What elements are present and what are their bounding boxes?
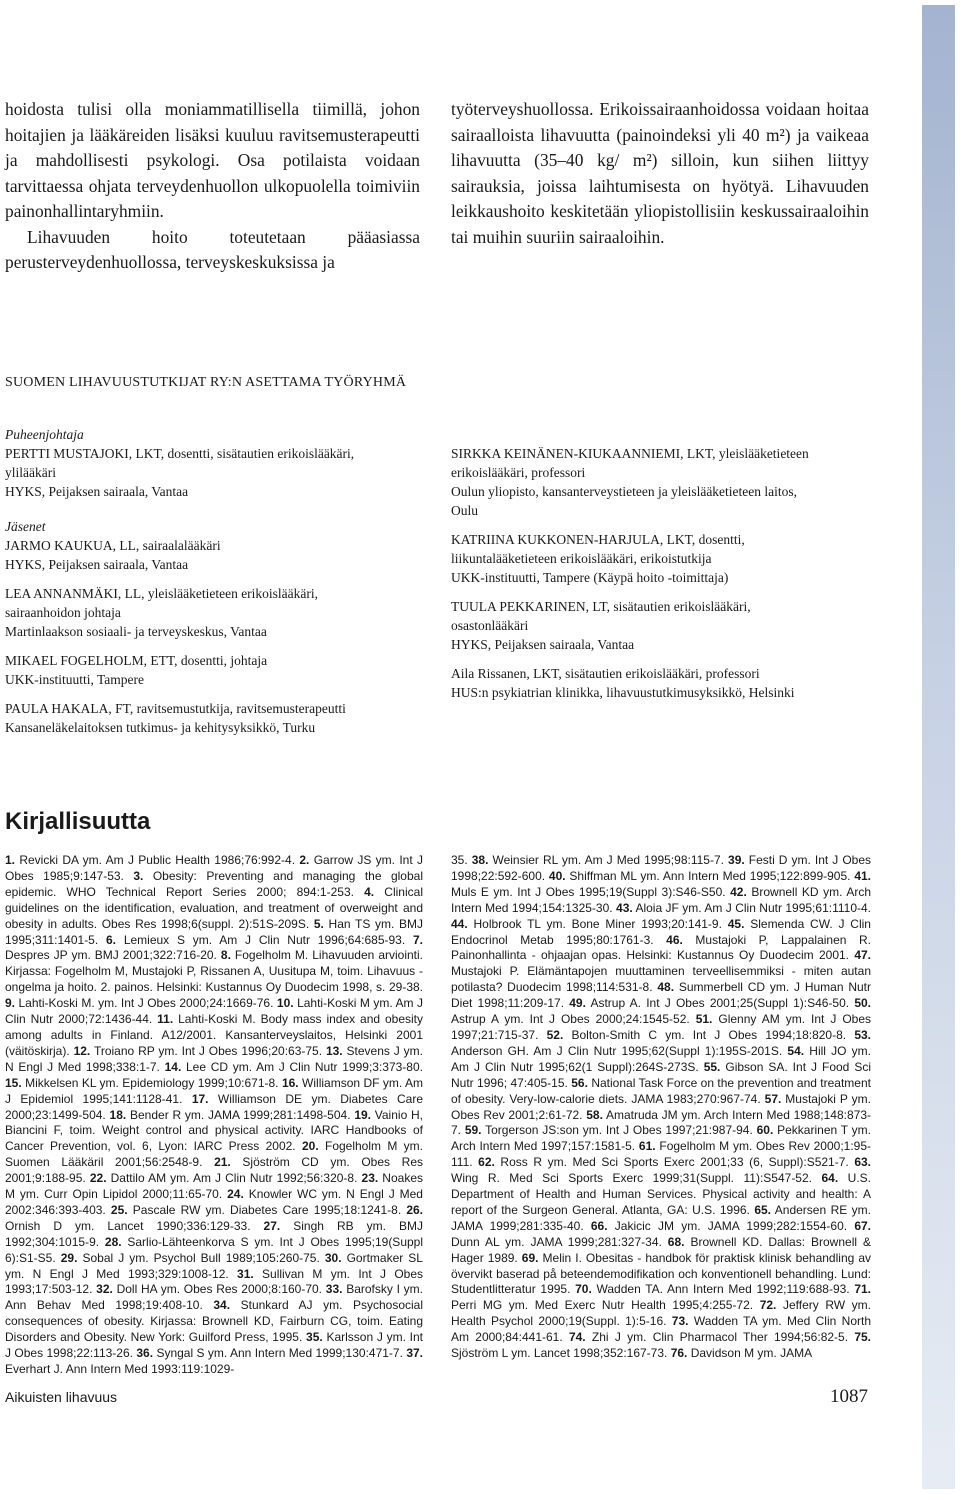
reference-entry [136, 1346, 406, 1360]
member-line: Oulu [451, 503, 478, 518]
reference-text: Fogelholm M. Lihavuuden arviointi. Kirjassa: Fogelholm M, Mustajoki P, Rissanen A, Uusitupa M, toim. Lihavuus - ongelma ja hoito. 2. painos. Helsinki: Kustannus Oy Duodecim 1998, s. 29-38. [5, 948, 423, 995]
reference-number: 23. [361, 1171, 379, 1186]
reference-number: 50. [854, 996, 871, 1011]
reference-text: Williamson DE ym. Diabetes Care 2000;23:1499-504. [5, 1091, 423, 1122]
reference-text: Noakes M ym. Curr Opin Lipidol 2000;11:65-70. [5, 1171, 423, 1202]
running-footer-title: Aikuisten lihavuus [5, 1389, 118, 1405]
member-line: erikoislääkäri, professori [451, 465, 586, 480]
reference-number: 44. [451, 916, 468, 931]
references-heading: Kirjallisuutta [5, 808, 151, 835]
reference-text: Pekkarinen T ym. Arch Intern Med 1997;157:1581-5. [451, 1123, 872, 1154]
reference-text: Mustajoki P. Elämäntapojen muuttaminen terveellisemmiksi - miten autan potilasta? Duodecim 1998;114:531-8. [451, 964, 871, 995]
reference-number: 56. [571, 1075, 588, 1090]
reference-text: Andersen RE ym. JAMA 1999;281:335-40. [451, 1202, 871, 1233]
reference-number: 39. [728, 853, 745, 867]
reference-text: Zhi J ym. Clin Pharmacol Ther 1994;56:82-5. [585, 1330, 855, 1345]
reference-text: National Task Force on the prevention and treatment of obesity. Very-low-calorie diets. JAMA 1983;270:967-74. [451, 1075, 871, 1106]
reference-number: 45. [727, 916, 745, 931]
reference-text: Perri MG ym. Med Exerc Nutr Health 1995;4:255-72. [451, 1298, 760, 1313]
member-line: HYKS, Peijaksen sairaala, Vantaa [5, 484, 189, 499]
reference-entry [74, 1044, 326, 1058]
reference-text: Hill JO ym. Am J Clin Nutr 1995;62(1 Suppl):264S-273S. [451, 1043, 871, 1074]
reference-number: 55. [703, 1059, 721, 1074]
reference-text: Mikkelsen KL ym. Epidemiology 1999;10:671-8. [21, 1075, 282, 1090]
reference-number: 69. [521, 1250, 539, 1265]
reference-number: 52. [546, 1027, 564, 1042]
decorative-sidebar-bar [922, 5, 955, 1489]
reference-text: Amatruda JM ym. Arch Intern Med 1988;148:873-7. [451, 1107, 871, 1138]
reference-text: Jeffery RW ym. Health Psychol 2000;19(Suppl. 1):5-16. [451, 1298, 872, 1329]
member-line: HYKS, Peijaksen sairaala, Vantaa [5, 557, 189, 572]
reference-number: 70. [575, 1282, 592, 1297]
reference-number: 4. [364, 884, 375, 899]
reference-text: Holbrook TL ym. Bone Miner 1993;20:141-9. [467, 916, 728, 931]
reference-number: 24. [227, 1187, 244, 1202]
reference-text: Bender R ym. JAMA 1999;281:1498-504. [126, 1107, 355, 1122]
reference-text: Glenny AM ym. Int J Obes 1997;21:715-37. [451, 1012, 872, 1042]
reference-entry [549, 869, 854, 883]
reference-number: 11. [157, 1012, 174, 1027]
member-line: Oulun yliopisto, kansanterveystieteen ja yleislääketieteen laitos, [451, 484, 798, 499]
body-paragraph: työterveyshuollossa. Erikoissairaanhoidossa voidaan hoitaa sairaalloista lihavuutta (painoindeksi yli 40 m²) ja vaikeaa lihavuutta (35–40 kg/ m²) silloin, kun siihen liittyy sairauksia, joissa laihtumisesta on hyötyä. Lihavuuden leikkaushoito keskitetään yliopistollisiin keskussairaaloihin tai muihin suuriin sairaaloihin. [451, 99, 869, 247]
reference-text: 35. [451, 853, 472, 867]
reference-number: 49. [569, 996, 586, 1011]
reference-text: Melin I. Obesitas - handbok för praktisk klinisk behandling av övervikt baserad på beteendemodifikation och konventionell behandling. Lund: Studentlitteratur 1995. [451, 1250, 871, 1297]
reference-number: 5. [313, 916, 324, 931]
reference-number: 26. [406, 1202, 423, 1217]
committee-member [5, 651, 435, 689]
reference-number: 76. [670, 1346, 688, 1361]
reference-text: Fogelholm M ym. Suomen Lääkäril 2001;56:2548-9. [5, 1139, 423, 1170]
reference-text: Torgerson JS:son ym. Int J Obes 1997;21:987-94. [481, 1123, 757, 1138]
reference-text: Garrow JS ym. Int J Obes 1985;9:147-53. [5, 853, 423, 883]
committee-member [5, 699, 435, 737]
reference-entry [5, 853, 299, 867]
reference-number: 15. [5, 1075, 22, 1090]
reference-number: 57. [764, 1091, 782, 1106]
reference-number: 3. [133, 868, 144, 883]
reference-number: 75. [854, 1330, 871, 1345]
reference-number: 51. [695, 1012, 713, 1027]
reference-number: 60. [756, 1123, 774, 1138]
reference-number: 1. [5, 853, 16, 867]
reference-number: 16. [281, 1075, 299, 1090]
references-column-left [5, 853, 423, 1378]
reference-number: 34. [213, 1298, 231, 1313]
member-line: PAULA HAKALA, FT, ravitsemustutkija, ravitsemusterapeutti [5, 701, 346, 716]
reference-number: 40. [548, 868, 566, 883]
reference-number: 42. [730, 884, 747, 899]
reference-number: 43. [616, 900, 633, 915]
reference-text: Lahti-Koski M. Body mass index and obesity among adults in Finland. A12/2001. Kansanterveyslaitos, Helsinki 2001 (väitöskirja). [5, 1012, 423, 1058]
reference-text: Ornish D ym. Lancet 1990;336:129-33. [5, 1218, 264, 1233]
reference-entry [472, 853, 728, 867]
reference-text: Clinical guidelines on the identification, evaluation, and treatment of overweight and obesity in adults. Obes Res 1998;6(suppl. 2):51S-209S. [5, 884, 423, 931]
reference-entry [165, 1060, 423, 1074]
reference-text: Gortmaker SL ym. N Engl J Med 1993;329:1008-12. [5, 1250, 423, 1281]
reference-entry [61, 1251, 325, 1265]
reference-number: 18. [109, 1107, 127, 1122]
committee-member-chair [5, 444, 435, 501]
reference-text: Vainio H, Biancini F, toim. Weight control and physical activity. IARC Handbooks of Cancer Prevention, vol. 6, Lyon: IARC Press 2002. [5, 1107, 424, 1154]
reference-text: Fogelholm M ym. Obes Rev 2000;1:95-111. [451, 1139, 872, 1170]
reference-number: 8. [220, 948, 231, 963]
reference-text: Karlsson J ym. Int J Obes 1998;22:113-26. [5, 1330, 423, 1361]
reference-text: Stunkard AJ ym. Psychosocial consequences of obesity. Kirjassa: Brownell KD, Fairburn CG, toim. Eating Disorders and Obesity. New York: Guilford Press, 1995. [5, 1298, 423, 1345]
reference-number: 72. [759, 1298, 777, 1313]
reference-number: 46. [666, 932, 683, 947]
reference-text: Lee CD ym. Am J Clin Nutr 1999;3:373-80. [181, 1059, 423, 1074]
reference-text: Brownell KD. Dallas: Brownell & Hager 1989. [451, 1234, 871, 1265]
reference-number: 74. [568, 1330, 586, 1345]
reference-text: Dattilo AM ym. Am J Clin Nutr 1992;56:320-8. [106, 1171, 362, 1186]
reference-number: 13. [325, 1043, 343, 1058]
committee-heading: SUOMEN LIHAVUUSTUTKIJAT RY:N ASETTAMA TYÖRYHMÄ [5, 375, 407, 390]
reference-entry [478, 1155, 854, 1169]
reference-text: Pascale RW ym. Diabetes Care 1995;18:1241-8. [127, 1202, 407, 1217]
body-paragraph: Lihavuuden hoito toteutetaan pääasiassa perusterveydenhuollossa, terveyskeskuksissa ja [5, 226, 420, 272]
reference-text: Han TS ym. BMJ 1995;311:1401-5. [5, 916, 424, 947]
member-line: LEA ANNANMÄKI, LL, yleislääketieteen erikoislääkäri, [5, 586, 319, 601]
member-line: TUULA PEKKARINEN, LT, sisätautien erikoislääkäri, [451, 599, 751, 614]
reference-text: Davidson M ym. JAMA [687, 1346, 813, 1361]
reference-text: Brownell KD ym. Arch Intern Med 1994;154:1325-30. [451, 884, 872, 915]
reference-text: Shiffman ML ym. Ann Intern Med 1995;122:899-905. [565, 868, 855, 883]
reference-number: 66. [590, 1218, 608, 1233]
reference-number: 62. [478, 1155, 495, 1170]
reference-entry [547, 1028, 855, 1042]
reference-text: Mustajoki P ym. Obes Rev 2001;2:61-72. [451, 1091, 871, 1122]
member-line: Martinlaakson sosiaali- ja terveyskeskus, Vantaa [5, 624, 267, 639]
reference-text: Doll HA ym. Obes Res 2000;8:160-70. [112, 1282, 326, 1297]
committee-member [451, 664, 891, 702]
reference-number: 6. [106, 932, 117, 947]
reference-text: Wadden TA ym. Med Clin North Am 2000;84:441-61. [451, 1314, 871, 1345]
reference-text: Ross R ym. Med Sci Sports Exerc 2001;33 (6, Suppl):S521-7. [494, 1155, 855, 1170]
reference-number: 59. [464, 1123, 482, 1138]
reference-text: Barofsky I ym. Ann Behav Med 1998;19:408-10. [5, 1282, 424, 1313]
reference-number: 61. [638, 1139, 656, 1154]
reference-entry [90, 1171, 362, 1185]
reference-entry [111, 1203, 406, 1217]
reference-number: 38. [471, 853, 489, 867]
member-line: KATRIINA KUKKONEN-HARJULA, LKT, dosentti, [451, 532, 745, 547]
reference-number: 37. [406, 1346, 424, 1361]
reference-text: Anderson GH. Am J Clin Nutr 1995;62(Suppl 1):195S-201S. [451, 1043, 788, 1058]
reference-number: 53. [854, 1027, 871, 1042]
reference-text: Sjöström L ym. Lancet 1998;352:167-73. [451, 1346, 671, 1361]
reference-text: Sobal J ym. Psychol Bull 1989;105:260-75. [77, 1250, 325, 1265]
reference-entry [5, 1076, 282, 1090]
reference-number: 12. [73, 1043, 91, 1058]
reference-text: Stevens J ym. N Engl J Med 1998;338:1-7. [5, 1043, 423, 1074]
reference-entry [451, 917, 728, 931]
chair-role-label: Puheenjohtaja [5, 427, 84, 442]
reference-number: 29. [60, 1250, 78, 1265]
member-line: PERTTI MUSTAJOKI, LKT, dosentti, sisätautien erikoislääkäri, [5, 446, 355, 461]
member-line: JARMO KAUKUA, LL, sairaalalääkäri [5, 538, 221, 553]
reference-number: 31. [237, 1266, 254, 1281]
reference-text: Lemieux S ym. Am J Clin Nutr 1996;64:685-93. [116, 932, 413, 947]
reference-number: 22. [89, 1171, 107, 1186]
reference-text: Everhart J. Ann Intern Med 1993:119:1029- [5, 1362, 235, 1376]
member-line: ylilääkäri [5, 465, 56, 480]
reference-text: Syngal S ym. Ann Intern Med 1999;130:471-7. [153, 1346, 407, 1361]
reference-number: 36. [136, 1346, 154, 1361]
reference-number: 17. [191, 1091, 209, 1106]
reference-text: Bolton-Smith C ym. Int J Obes 1994;18:820-8. [563, 1027, 855, 1042]
reference-text: Mustajoki P, Lappalainen R. Painonhallinta - ohjaajan opas. Helsinki: Kustannus Oy Duodecim 2001. [451, 932, 871, 963]
reference-entry [96, 1282, 326, 1296]
reference-number: 14. [164, 1059, 182, 1074]
reference-number: 20. [301, 1139, 319, 1154]
reference-text: Lahti-Koski M ym. Am J Clin Nutr 2000;72:1436-44. [5, 996, 423, 1027]
reference-number: 21. [214, 1155, 231, 1170]
reference-text: Revicki DA ym. Am J Public Health 1986;76:992-4. [15, 853, 300, 867]
member-line: Kansaneläkelaitoksen tutkimus- ja kehitysyksikkö, Turku [5, 720, 316, 735]
reference-text: Slemenda CW. J Clin Endocrinol Metab 1995;80:1761-3. [451, 916, 871, 947]
body-column-right [451, 97, 869, 250]
reference-number: 64. [821, 1171, 839, 1186]
member-line: UKK-instituutti, Tampere [5, 672, 145, 687]
reference-number: 19. [354, 1107, 371, 1122]
reference-entry [569, 996, 854, 1010]
reference-text: Despres JP ym. BMJ 2001;322:716-20. [5, 948, 221, 963]
reference-number: 48. [657, 980, 675, 995]
reference-text: Williamson DF ym. Am J Epidemiol 1995;141:1128-41. [5, 1075, 423, 1106]
reference-text: Festi D ym. Int J Obes 1998;22:592-600. [451, 853, 872, 883]
members-role-label: Jäsenet [5, 519, 46, 534]
reference-number: 73. [671, 1314, 689, 1329]
member-line: Aila Rissanen, LKT, sisätautien erikoislääkäri, professori [451, 666, 760, 681]
reference-text: Sjöström CD ym. Obes Res 2001;9:188-95. [5, 1155, 423, 1186]
reference-number: 68. [667, 1234, 685, 1249]
body-paragraph: hoidosta tulisi olla moniammatillisella tiimillä, johon hoitajien ja lääkäreiden lisäksi kuuluu ravitsemusterapeutti ja mahdollisesti psykologi. Osa potilaista voidaan tarvittaessa ohjata terveydenhuollon ulkopuolella toimiviin painonhallintaryhmiin. [5, 99, 420, 221]
reference-entry [451, 853, 472, 867]
reference-number: 47. [854, 948, 871, 963]
committee-member [451, 597, 891, 654]
reference-number: 27. [263, 1218, 281, 1233]
reference-text: Troiano RP ym. Int J Obes 1996;20:63-75. [90, 1043, 326, 1058]
committee-member [451, 530, 891, 587]
reference-text: Gibson SA. Int J Food Sci Nutr 1996; 47:405-15. [451, 1059, 871, 1090]
member-line: sairaanhoidon johtaja [5, 605, 121, 620]
reference-entry [5, 996, 277, 1010]
reference-entry [575, 1282, 854, 1296]
member-line: HUS:n psykiatrian klinikka, lihavuustutkimusyksikkö, Helsinki [451, 685, 795, 700]
reference-number: 58. [586, 1107, 603, 1122]
member-line: liikuntalääketieteen erikoislääkäri, erikoistutkija [451, 551, 712, 566]
reference-entry [106, 933, 413, 947]
committee-member [451, 444, 891, 520]
reference-number: 54. [787, 1043, 805, 1058]
reference-text: Astrup A. Int J Obes 2001;25(Suppl 1):S46-50. [585, 996, 855, 1011]
member-line: osastonlääkäri [451, 618, 529, 633]
reference-text: Summerbell CD ym. J Human Nutr Diet 1998;11:209-17. [451, 980, 871, 1011]
reference-entry [616, 901, 871, 915]
reference-number: 28. [104, 1234, 122, 1249]
reference-text: U.S. Department of Health and Human Services. Physical activity and health: A report of the Surgeon General. Atlanta, GA: U.S. 1996. [451, 1171, 871, 1217]
reference-number: 71. [854, 1282, 872, 1297]
reference-text: Muls E ym. Int J Obes 1995;19(Suppl 3):S46-S50. [451, 884, 731, 899]
reference-number: 30. [324, 1250, 342, 1265]
reference-number: 67. [854, 1218, 872, 1233]
reference-number: 7. [412, 932, 423, 947]
reference-text: Sullivan M ym. Int J Obes 1993;17:503-12. [5, 1266, 423, 1297]
reference-text: Astrup A ym. Int J Obes 2000;24:1545-52. [451, 1012, 696, 1027]
reference-text: Wadden TA. Ann Intern Med 1992;119:688-93. [591, 1282, 855, 1297]
reference-number: 63. [854, 1155, 871, 1170]
reference-text: Sarlio-Lähteenkorva S ym. Int J Obes 1995;19(Suppl 6):S1-S5. [5, 1234, 424, 1265]
reference-entry [110, 1108, 355, 1122]
committee-column-left [5, 425, 435, 747]
reference-entry [591, 1219, 854, 1233]
reference-number: 35. [306, 1330, 323, 1345]
reference-text: Wing R. Med Sci Sports Exerc 1999;31(Suppl. 11):S547-52. [451, 1171, 822, 1186]
reference-number: 2. [299, 853, 310, 867]
reference-text: Lahti-Koski M. ym. Int J Obes 2000;24:1669-76. [15, 996, 277, 1011]
reference-text: Jakicic JM ym. JAMA 1999;282:1554-60. [607, 1218, 855, 1233]
reference-number: 65. [754, 1202, 772, 1217]
body-column-left [5, 97, 420, 276]
reference-number: 9. [5, 996, 16, 1011]
reference-number: 33. [325, 1282, 343, 1297]
reference-entry [465, 1123, 757, 1137]
reference-text: Dunn AL ym. JAMA 1999;281:327-34. [451, 1234, 668, 1249]
reference-text: Weinsier RL ym. Am J Med 1995;98:115-7. [488, 853, 729, 867]
reference-text: Obesity: Preventing and managing the global epidemic. WHO Technical Report Series 2000; 894:1-253. [5, 868, 423, 899]
references-column-right [451, 853, 871, 1362]
member-line: HYKS, Peijaksen sairaala, Vantaa [451, 637, 635, 652]
reference-text: Knowler WC ym. N Engl J Med 2002:346:393-403. [5, 1187, 423, 1217]
committee-member [5, 584, 435, 641]
reference-number: 41. [854, 868, 871, 883]
member-line: MIKAEL FOGELHOLM, ETT, dosentti, johtaja [5, 653, 268, 668]
reference-number: 32. [96, 1282, 113, 1297]
committee-member [5, 536, 435, 574]
committee-column-right [451, 444, 891, 712]
reference-text: Aloia JF ym. Am J Clin Nutr 1995;61:1110-4. [632, 900, 871, 915]
member-line: SIRKKA KEINÄNEN-KIUKAANNIEMI, LKT, yleislääketieteen [451, 446, 809, 461]
reference-number: 25. [110, 1202, 128, 1217]
member-line: UKK-instituutti, Tampere (Käypä hoito -toimittaja) [451, 570, 729, 585]
reference-text: Singh RB ym. BMJ 1992;304:1015-9. [5, 1218, 423, 1249]
reference-number: 10. [276, 996, 294, 1011]
reference-entry [671, 1346, 812, 1360]
page-number: 1087 [830, 1386, 868, 1407]
reference-entry [569, 1330, 854, 1344]
